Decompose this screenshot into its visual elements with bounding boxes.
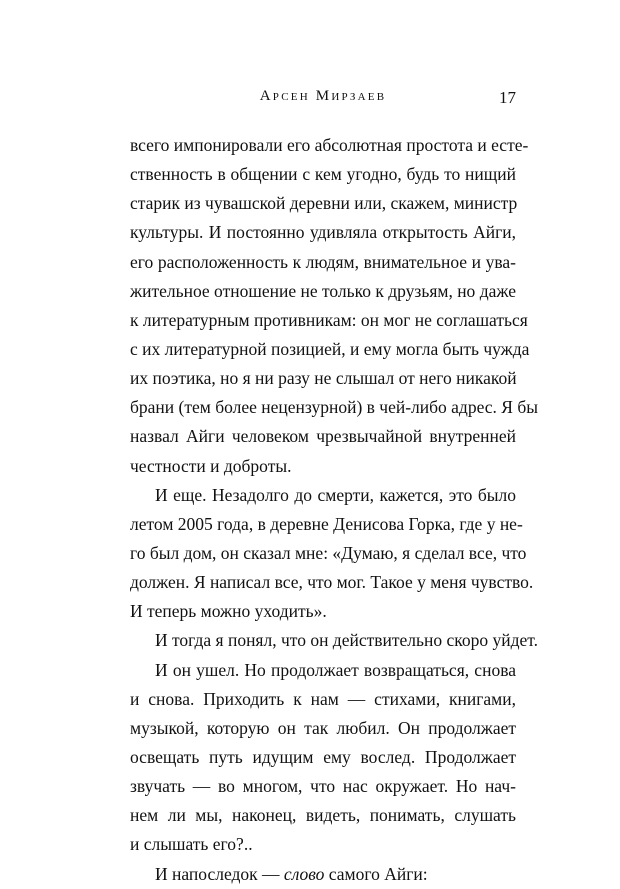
text-line: должен. Я написал все, что мог. Такое у меня чувство. bbox=[130, 572, 534, 593]
paragraph-start-line: И он ушел. Но продолжает возвращаться, снова bbox=[155, 659, 516, 680]
text-line: жительное отношение не только к друзьям, но даже bbox=[130, 280, 516, 301]
paragraph-end-line: честности и доброты. bbox=[130, 455, 292, 476]
running-header bbox=[130, 88, 516, 112]
text-line: нем ли мы, наконец, видеть, понимать, слушать bbox=[130, 805, 516, 826]
text-line: освещать путь идущим ему вослед. Продолжает bbox=[130, 746, 516, 767]
text-line: брани (тем более нецензурной) в чей-либо адрес. Я бы bbox=[130, 397, 539, 418]
paragraph-end-line: И теперь можно уходить». bbox=[130, 601, 327, 622]
text-line: с их литературной позицией, и ему могла быть чужда bbox=[130, 338, 530, 359]
page-number: 17 bbox=[499, 88, 516, 107]
italic-word: слово bbox=[283, 863, 325, 884]
body-text bbox=[130, 131, 539, 889]
text-line: его расположенность к людям, внимательное и ува- bbox=[130, 251, 516, 272]
text-line: го был дом, он сказал мне: «Думаю, я сделал все, что bbox=[130, 542, 527, 563]
single-line-paragraph: И тогда я понял, что он действительно скоро уйдет. bbox=[155, 630, 539, 651]
text-line: назвал Айги человеком чрезвычайной внутренней bbox=[130, 426, 516, 447]
text-line: ственность в общении с кем угодно, будь то нищий bbox=[130, 164, 516, 185]
paragraph-start-line: И еще. Незадолго до смерти, кажется, это было bbox=[155, 484, 516, 505]
text-line: всего импонировали его абсолютная простота и есте- bbox=[130, 135, 529, 155]
text-line: культуры. И постоянно удивляла открытость Айги, bbox=[130, 222, 516, 243]
text-line: звучать — во многом, что нас окружает. Но нач- bbox=[130, 776, 516, 797]
paragraph-end-line: и слышать его?.. bbox=[130, 834, 253, 855]
text-line: летом 2005 года, в деревне Денисова Горка, где у не- bbox=[130, 513, 523, 534]
final-line-start: И напоследок — bbox=[155, 863, 284, 884]
final-line-end: самого Айги: bbox=[324, 863, 428, 884]
text-line: музыкой, которую он так любил. Он продолжает bbox=[130, 717, 516, 738]
text-line: к литературным противникам: он мог не соглашаться bbox=[130, 309, 528, 330]
text-line: старик из чувашской деревни или, скажем, министр bbox=[130, 193, 518, 214]
author-name: Арсен Мирзаев bbox=[259, 88, 387, 104]
final-line bbox=[130, 860, 516, 889]
text-line: их поэтика, но я ни разу не слышал от него никакой bbox=[130, 368, 517, 389]
text-line: и снова. Приходить к нам — стихами, книгами, bbox=[130, 688, 516, 709]
